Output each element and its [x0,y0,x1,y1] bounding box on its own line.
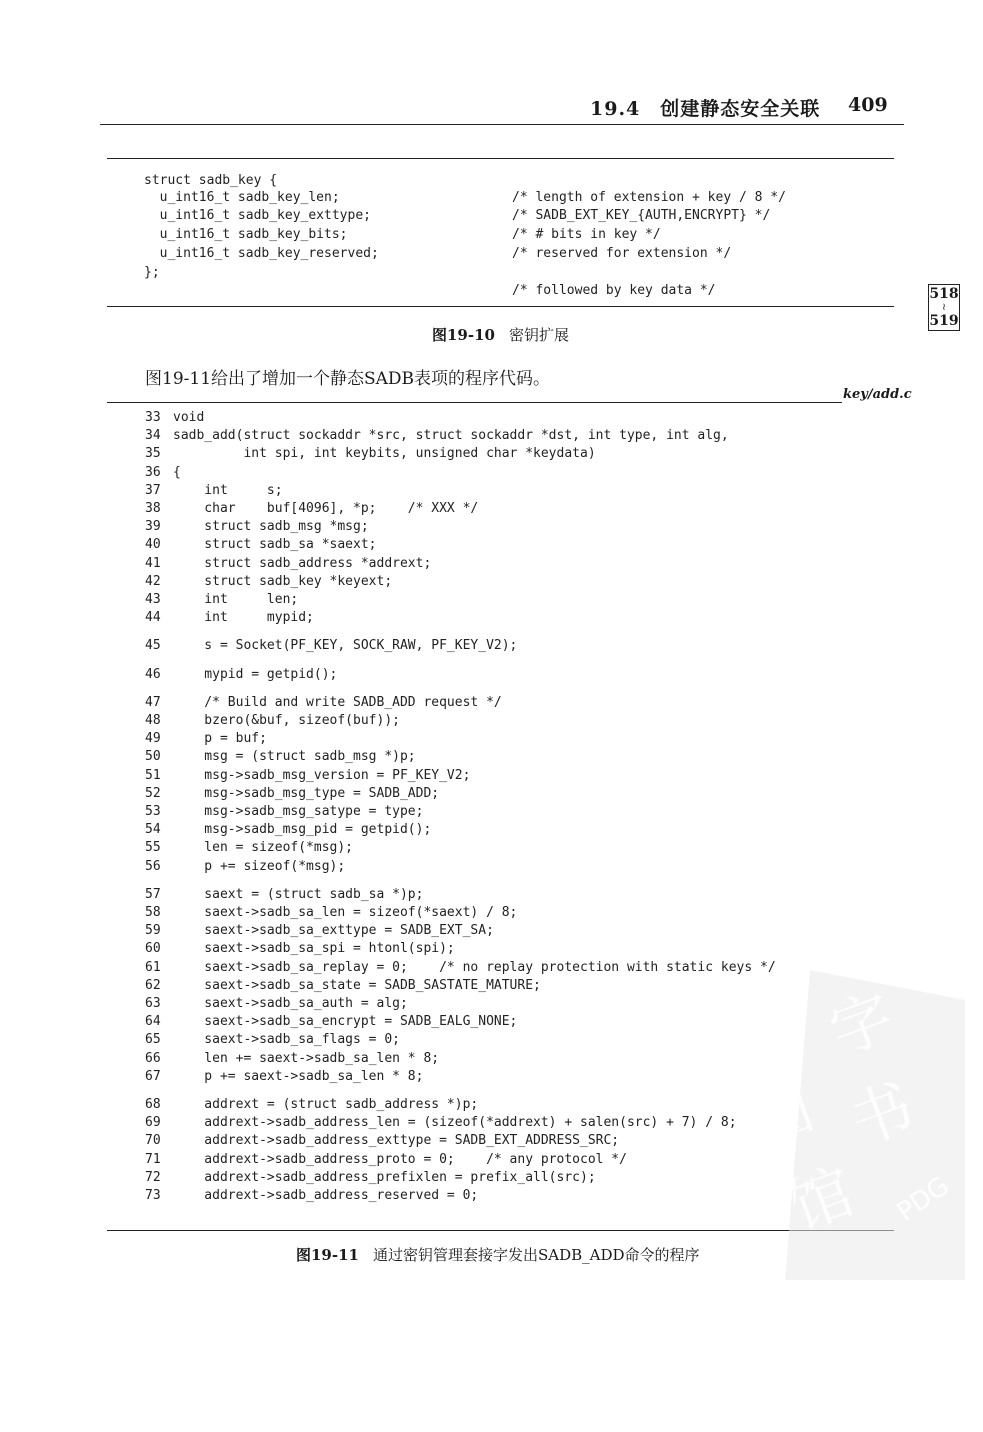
struct-comment: /* reserved for extension */ [512,246,732,261]
watermark-pdg: PDG [891,1171,955,1228]
line-number: 38 [145,501,161,516]
line-number: 33 [145,410,161,425]
code-text: bzero(&buf, sizeof(buf)); [173,713,400,728]
line-number: 58 [145,905,161,920]
figure-19-10-bottom-rule [107,306,894,307]
section-header: 19.4 创建静态安全关联 [590,98,821,120]
code-line [145,748,416,766]
line-number: 49 [145,731,161,747]
intro-paragraph: 图19-11给出了增加一个静态SADB表项的程序代码。 [145,369,551,389]
code-text: len += saext->sadb_sa_len * 8; [173,1050,440,1066]
code-text: p = buf; [173,731,267,747]
code-line [145,1096,478,1114]
code-text: s = Socket(PF_KEY, SOCK_RAW, PF_KEY_V2); [173,638,518,654]
code-text: struct sadb_msg *msg; [173,519,369,535]
line-number: 63 [145,996,161,1011]
code-text: msg->sadb_msg_type = SADB_ADD; [173,785,440,801]
figure-19-10-top-rule [107,158,894,159]
watermark-glyph-3: 图 [740,1069,824,1160]
code-text: addrext->sadb_address_prefixlen = prefix_all(src); [173,1169,596,1185]
code-line [145,1169,596,1187]
figure-19-10-caption [432,324,569,345]
code-line [145,518,369,536]
code-text: sadb_add(struct sockaddr *src, struct sockaddr *dst, int type, int alg, [173,428,729,444]
code-text: saext->sadb_sa_spi = htonl(spi); [173,941,455,957]
figure-19-10-caption-number: 图19-10 [432,326,495,344]
code-line [145,904,517,922]
line-number: 34 [145,428,161,444]
code-line [145,591,298,609]
code-line [145,886,423,904]
line-number: 73 [145,1188,161,1203]
line-number: 39 [145,519,161,535]
line-number: 68 [145,1097,161,1112]
code-text: char buf[4096], *p; /* XXX */ [173,501,479,516]
line-number: 47 [145,694,161,710]
code-line [145,637,517,655]
code-text: saext->sadb_sa_state = SADB_SASTATE_MATURE; [173,977,541,993]
watermark-glyph-4: 书 [840,1069,924,1160]
code-text: int s; [173,482,283,498]
margin-page-reference [928,284,960,331]
code-text: msg->sadb_msg_satype = type; [173,804,424,819]
line-number: 62 [145,977,161,993]
line-number: 64 [145,1014,161,1030]
code-line [145,767,470,785]
code-text: saext->sadb_sa_encrypt = SADB_EALG_NONE; [173,1014,518,1030]
code-line [145,482,283,500]
page-number: 409 [848,94,888,116]
code-line [145,536,377,554]
line-number: 51 [145,767,161,783]
line-number: 54 [145,822,161,838]
code-line [145,573,392,591]
line-number: 71 [145,1151,161,1167]
line-number: 52 [145,785,161,801]
line-number: 41 [145,555,161,571]
code-text: { [173,464,181,480]
code-line [145,464,181,482]
code-text: saext->sadb_sa_auth = alg; [173,996,408,1011]
code-line [145,500,478,518]
line-number: 35 [145,446,161,462]
code-text: msg->sadb_msg_version = PF_KEY_V2; [173,767,471,783]
figure-19-10-caption-title: 密钥扩展 [508,326,569,344]
figure-19-11-top-rule [107,402,842,403]
code-text: int mypid; [173,610,314,626]
code-text: saext->sadb_sa_flags = 0; [173,1032,400,1048]
line-number: 37 [145,482,161,498]
code-text: mypid = getpid(); [173,666,338,682]
code-text: int spi, int keybits, unsigned char *keydata) [173,446,596,462]
code-line [145,1068,423,1086]
margin-ref-top: 518 [929,286,959,302]
code-text: len = sizeof(*msg); [173,840,354,856]
watermark-glyph-5: 馆 [780,1154,864,1245]
struct-code-line: u_int16_t sadb_key_reserved; [144,246,379,261]
code-line [145,427,729,445]
line-number: 43 [145,592,161,607]
line-number: 56 [145,858,161,874]
code-line [145,821,431,839]
code-line [145,940,455,958]
watermark-glyph-2: 字 [820,979,904,1070]
line-number: 53 [145,804,161,819]
struct-comment: /* # bits in key */ [512,227,661,242]
figure-19-11-caption [296,1244,700,1265]
code-line [145,1013,517,1031]
struct-comment: /* length of extension + key / 8 */ [512,190,786,205]
code-line [145,1187,478,1205]
struct-code-line: struct sadb_key { [144,173,278,188]
code-line [145,1151,627,1169]
code-line [145,712,400,730]
struct-code-line: }; [144,265,160,280]
struct-comment: /* SADB_EXT_KEY_{AUTH,ENCRYPT} */ [512,208,771,223]
code-text: msg->sadb_msg_pid = getpid(); [173,822,432,838]
code-text: saext->sadb_sa_len = sizeof(*saext) / 8; [173,905,518,920]
code-text: /* Build and write SADB_ADD request */ [173,694,502,710]
line-number: 69 [145,1115,161,1131]
code-text: void [173,410,205,425]
margin-ref-bottom: 519 [929,313,959,329]
line-number: 66 [145,1050,161,1066]
watermark-glyph-1: 数 [720,979,804,1070]
figure-19-11-caption-title: 通过密钥管理套接字发出SADB_ADD命令的程序 [372,1246,700,1264]
line-number: 46 [145,666,161,682]
line-number: 44 [145,610,161,626]
line-number: 36 [145,464,161,480]
line-number: 70 [145,1133,161,1149]
line-number: 59 [145,923,161,939]
code-text: addrext = (struct sadb_address *)p; [173,1097,479,1112]
code-text: saext = (struct sadb_sa *)p; [173,886,424,902]
library-watermark-stamp [640,960,970,1290]
line-number: 57 [145,886,161,902]
line-number: 45 [145,638,161,654]
code-line [145,995,408,1013]
line-number: 42 [145,573,161,589]
line-number: 61 [145,959,161,975]
code-line [145,409,204,427]
margin-ref-separator: ≀ [942,302,946,313]
code-text: p += saext->sadb_sa_len * 8; [173,1068,424,1084]
code-text: struct sadb_key *keyext; [173,573,393,589]
figure-19-11-caption-number: 图19-11 [296,1246,359,1264]
code-line [145,1132,619,1150]
code-text: addrext->sadb_address_exttype = SADB_EXT_ADDRESS_SRC; [173,1133,620,1149]
code-line [145,445,596,463]
code-text: addrext->sadb_address_len = (sizeof(*addrext) + salen(src) + 7) / 8; [173,1115,737,1131]
code-text: addrext->sadb_address_proto = 0; /* any protocol */ [173,1151,627,1167]
line-number: 55 [145,840,161,856]
code-text: struct sadb_address *addrext; [173,555,432,571]
struct-code-line: u_int16_t sadb_key_len; [144,190,340,205]
code-text: saext->sadb_sa_replay = 0; /* no replay protection with static keys */ [173,959,776,975]
code-line [145,803,423,821]
code-line [145,922,494,940]
line-number: 65 [145,1032,161,1048]
code-line [145,555,431,573]
line-number: 72 [145,1169,161,1185]
line-number: 67 [145,1068,161,1084]
line-number: 48 [145,713,161,728]
code-line [145,694,502,712]
code-line [145,1050,439,1068]
code-text: msg = (struct sadb_msg *)p; [173,749,416,765]
code-line [145,730,267,748]
code-text: saext->sadb_sa_exttype = SADB_EXT_SA; [173,923,494,939]
code-line [145,858,345,876]
code-line [145,666,337,684]
code-text: struct sadb_sa *saext; [173,537,377,553]
code-text: int len; [173,592,299,607]
struct-code-line: u_int16_t sadb_key_bits; [144,227,348,242]
line-number: 50 [145,749,161,765]
code-line [145,785,439,803]
source-file-label: key/add.c [843,387,912,402]
line-number: 40 [145,537,161,553]
code-line [145,1031,400,1049]
code-line [145,609,314,627]
line-number: 60 [145,941,161,957]
struct-comment: /* followed by key data */ [512,283,716,298]
code-text: p += sizeof(*msg); [173,858,346,874]
struct-code-line: u_int16_t sadb_key_exttype; [144,208,371,223]
code-line [145,839,353,857]
header-rule [100,124,904,125]
code-line [145,977,541,995]
code-text: addrext->sadb_address_reserved = 0; [173,1188,479,1203]
